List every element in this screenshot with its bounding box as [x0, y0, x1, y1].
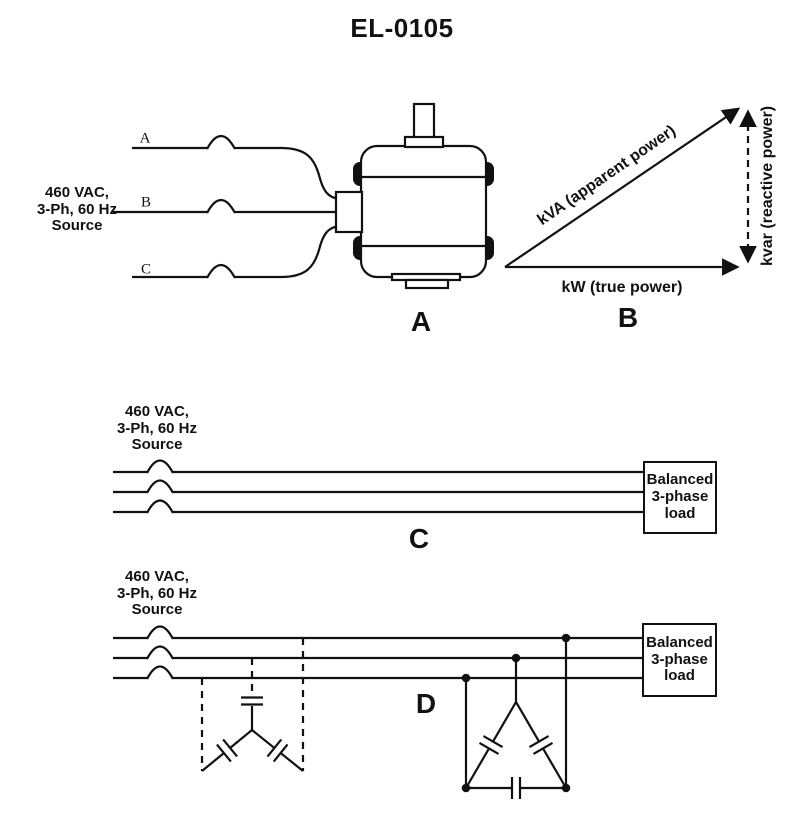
junction-dot	[562, 634, 571, 643]
section-c-circuit	[113, 461, 643, 514]
breaker-arc-icon	[207, 265, 235, 278]
kw-label: kW (true power)	[561, 279, 683, 296]
kva-label: kVA (apparent power)	[534, 122, 679, 229]
section-label-a: A	[410, 306, 432, 337]
capacitor-icon	[217, 739, 237, 761]
breaker-arc-icon	[147, 501, 173, 514]
breaker-arc-icon	[147, 627, 173, 640]
capacitor-icon	[479, 736, 502, 754]
motor-flange	[405, 137, 443, 147]
capacitor-icon	[529, 736, 552, 754]
breaker-arc-icon	[147, 667, 173, 680]
motor-illustration	[336, 104, 494, 288]
kvar-label: kvar (reactive power)	[759, 105, 776, 267]
figure-title: EL-0105	[350, 13, 454, 43]
breaker-arc-icon	[147, 481, 173, 494]
motor-terminal-box	[336, 192, 362, 232]
phase-label-b: B	[140, 194, 152, 211]
section-label-b: B	[617, 302, 639, 333]
capacitor-icon	[512, 777, 520, 799]
balanced-load-box-d: Balanced 3-phase load	[642, 623, 717, 697]
capacitor-icon	[241, 698, 263, 705]
junction-dot	[462, 784, 471, 793]
kva-vector-arrow	[505, 109, 738, 267]
power-triangle	[505, 109, 748, 267]
capacitor-icon	[267, 739, 287, 761]
breaker-arc-icon	[147, 461, 173, 474]
breaker-arc-icon	[207, 200, 235, 213]
junction-dot	[512, 654, 521, 663]
phase-label-c: C	[140, 261, 152, 278]
motor-body	[361, 146, 486, 277]
breaker-arc-icon	[207, 136, 235, 149]
source-label-a: 460 VAC, 3-Ph, 60 Hz Source	[36, 184, 118, 234]
source-label-d: 460 VAC, 3-Ph, 60 Hz Source	[116, 568, 198, 618]
breaker-arc-icon	[147, 647, 173, 660]
phase-label-a: A	[139, 130, 151, 147]
section-d-circuit	[113, 627, 642, 800]
junction-dot	[462, 674, 471, 683]
motor-foot	[406, 280, 448, 288]
balanced-load-box-c: Balanced 3-phase load	[643, 461, 717, 534]
junction-dot	[562, 784, 571, 793]
motor-shaft	[414, 104, 434, 140]
section-label-c: C	[408, 523, 430, 554]
source-label-c: 460 VAC, 3-Ph, 60 Hz Source	[116, 403, 198, 453]
section-label-d: D	[415, 688, 437, 719]
